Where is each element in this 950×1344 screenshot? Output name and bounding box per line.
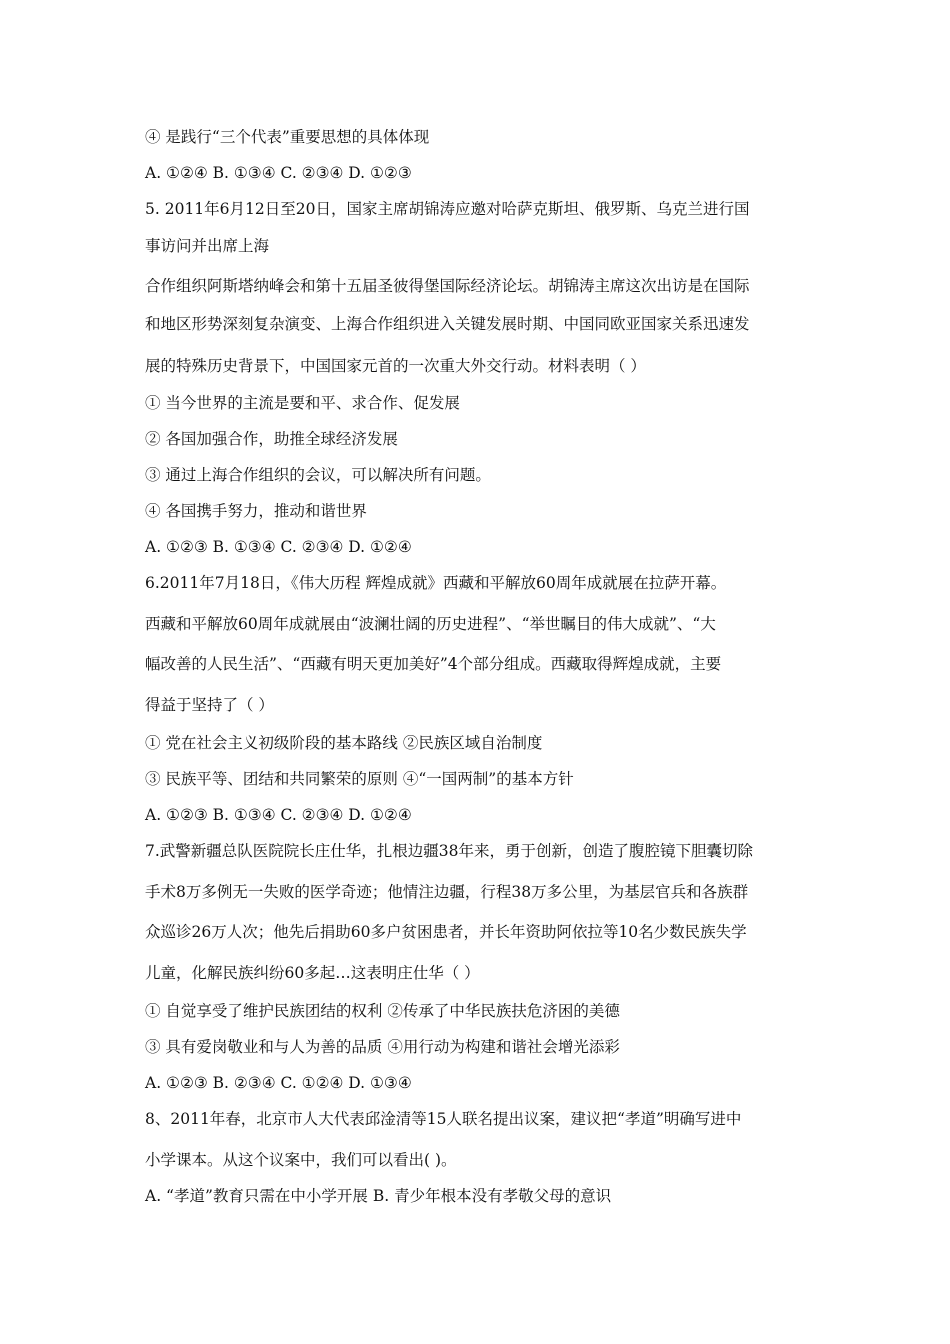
question-5-stem: 5. 2011年6月12日至20日，国家主席胡锦涛应邀对哈萨克斯坦、俄罗斯、乌克兰进行国 — [145, 200, 750, 218]
text-line: 西藏和平解放60周年成就展由“波澜壮阔的历史进程”、“举世瞩目的伟大成就”、“大 — [145, 615, 716, 633]
answer-options: A. “孝道”教育只需在中小学开展 B. 青少年根本没有孝敬父母的意识 — [145, 1187, 612, 1205]
statement-item: ① 当今世界的主流是要和平、求合作、促发展 — [145, 394, 460, 412]
question-7-stem: 7.武警新疆总队医院院长庄仕华，扎根边疆38年来，勇于创新，创造了腹腔镜下胆囊切除 — [145, 842, 754, 860]
text-line: 合作组织阿斯塔纳峰会和第十五届圣彼得堡国际经济论坛。胡锦涛主席这次出访是在国际 — [145, 277, 750, 295]
answer-options: A. ①②④ B. ①③④ C. ②③④ D. ①②③ — [145, 164, 412, 182]
text-line: ④ 是践行“三个代表”重要思想的具体体现 — [145, 128, 430, 146]
text-line: 展的特殊历史背景下，中国国家元首的一次重大外交行动。材料表明（ ） — [145, 357, 646, 375]
text-line: 事访问并出席上海 — [145, 237, 270, 255]
text-line: 儿童，化解民族纠纷60多起…这表明庄仕华（ ） — [145, 964, 480, 982]
text-line: 众巡诊26万人次；他先后捐助60多户贫困患者，并长年资助阿依拉等10名少数民族失学 — [145, 923, 747, 941]
statement-item: ④ 各国携手努力，推动和谐世界 — [145, 502, 367, 520]
answer-options: A. ①②③ B. ②③④ C. ①②④ D. ①③④ — [145, 1074, 412, 1092]
question-8-stem: 8、2011年春，北京市人大代表邱淦清等15人联名提出议案，建议把“孝道”明确写进中 — [145, 1110, 742, 1128]
text-line: 手术8万多例无一失败的医学奇迹；他情注边疆，行程38万多公里，为基层官兵和各族群 — [145, 883, 749, 901]
statement-item: ② 各国加强合作，助推全球经济发展 — [145, 430, 398, 448]
answer-options: A. ①②③ B. ①③④ C. ②③④ D. ①②④ — [145, 538, 412, 556]
statement-item: ① 党在社会主义初级阶段的基本路线 ②民族区域自治制度 — [145, 734, 543, 752]
statement-item: ① 自觉享受了维护民族团结的权利 ②传承了中华民族扶危济困的美德 — [145, 1002, 620, 1020]
text-line: 得益于坚持了（ ） — [145, 696, 274, 714]
text-line: 和地区形势深刻复杂演变、上海合作组织进入关键发展时期、中国同欧亚国家关系迅速发 — [145, 315, 750, 333]
statement-item: ③ 民族平等、团结和共同繁荣的原则 ④“一国两制”的基本方针 — [145, 770, 574, 788]
text-line: 小学课本。从这个议案中，我们可以看出( )。 — [145, 1151, 457, 1169]
question-6-stem: 6.2011年7月18日，《伟大历程 辉煌成就》西藏和平解放60周年成就展在拉萨开幕。 — [145, 574, 727, 592]
statement-item: ③ 通过上海合作组织的会议，可以解决所有问题。 — [145, 466, 491, 484]
statement-item: ③ 具有爱岗敬业和与人为善的品质 ④用行动为构建和谐社会增光添彩 — [145, 1038, 620, 1056]
answer-options: A. ①②③ B. ①③④ C. ②③④ D. ①②④ — [145, 806, 412, 824]
text-line: 幅改善的人民生活”、“西藏有明天更加美好”4个部分组成。西藏取得辉煌成就，主要 — [145, 655, 722, 673]
